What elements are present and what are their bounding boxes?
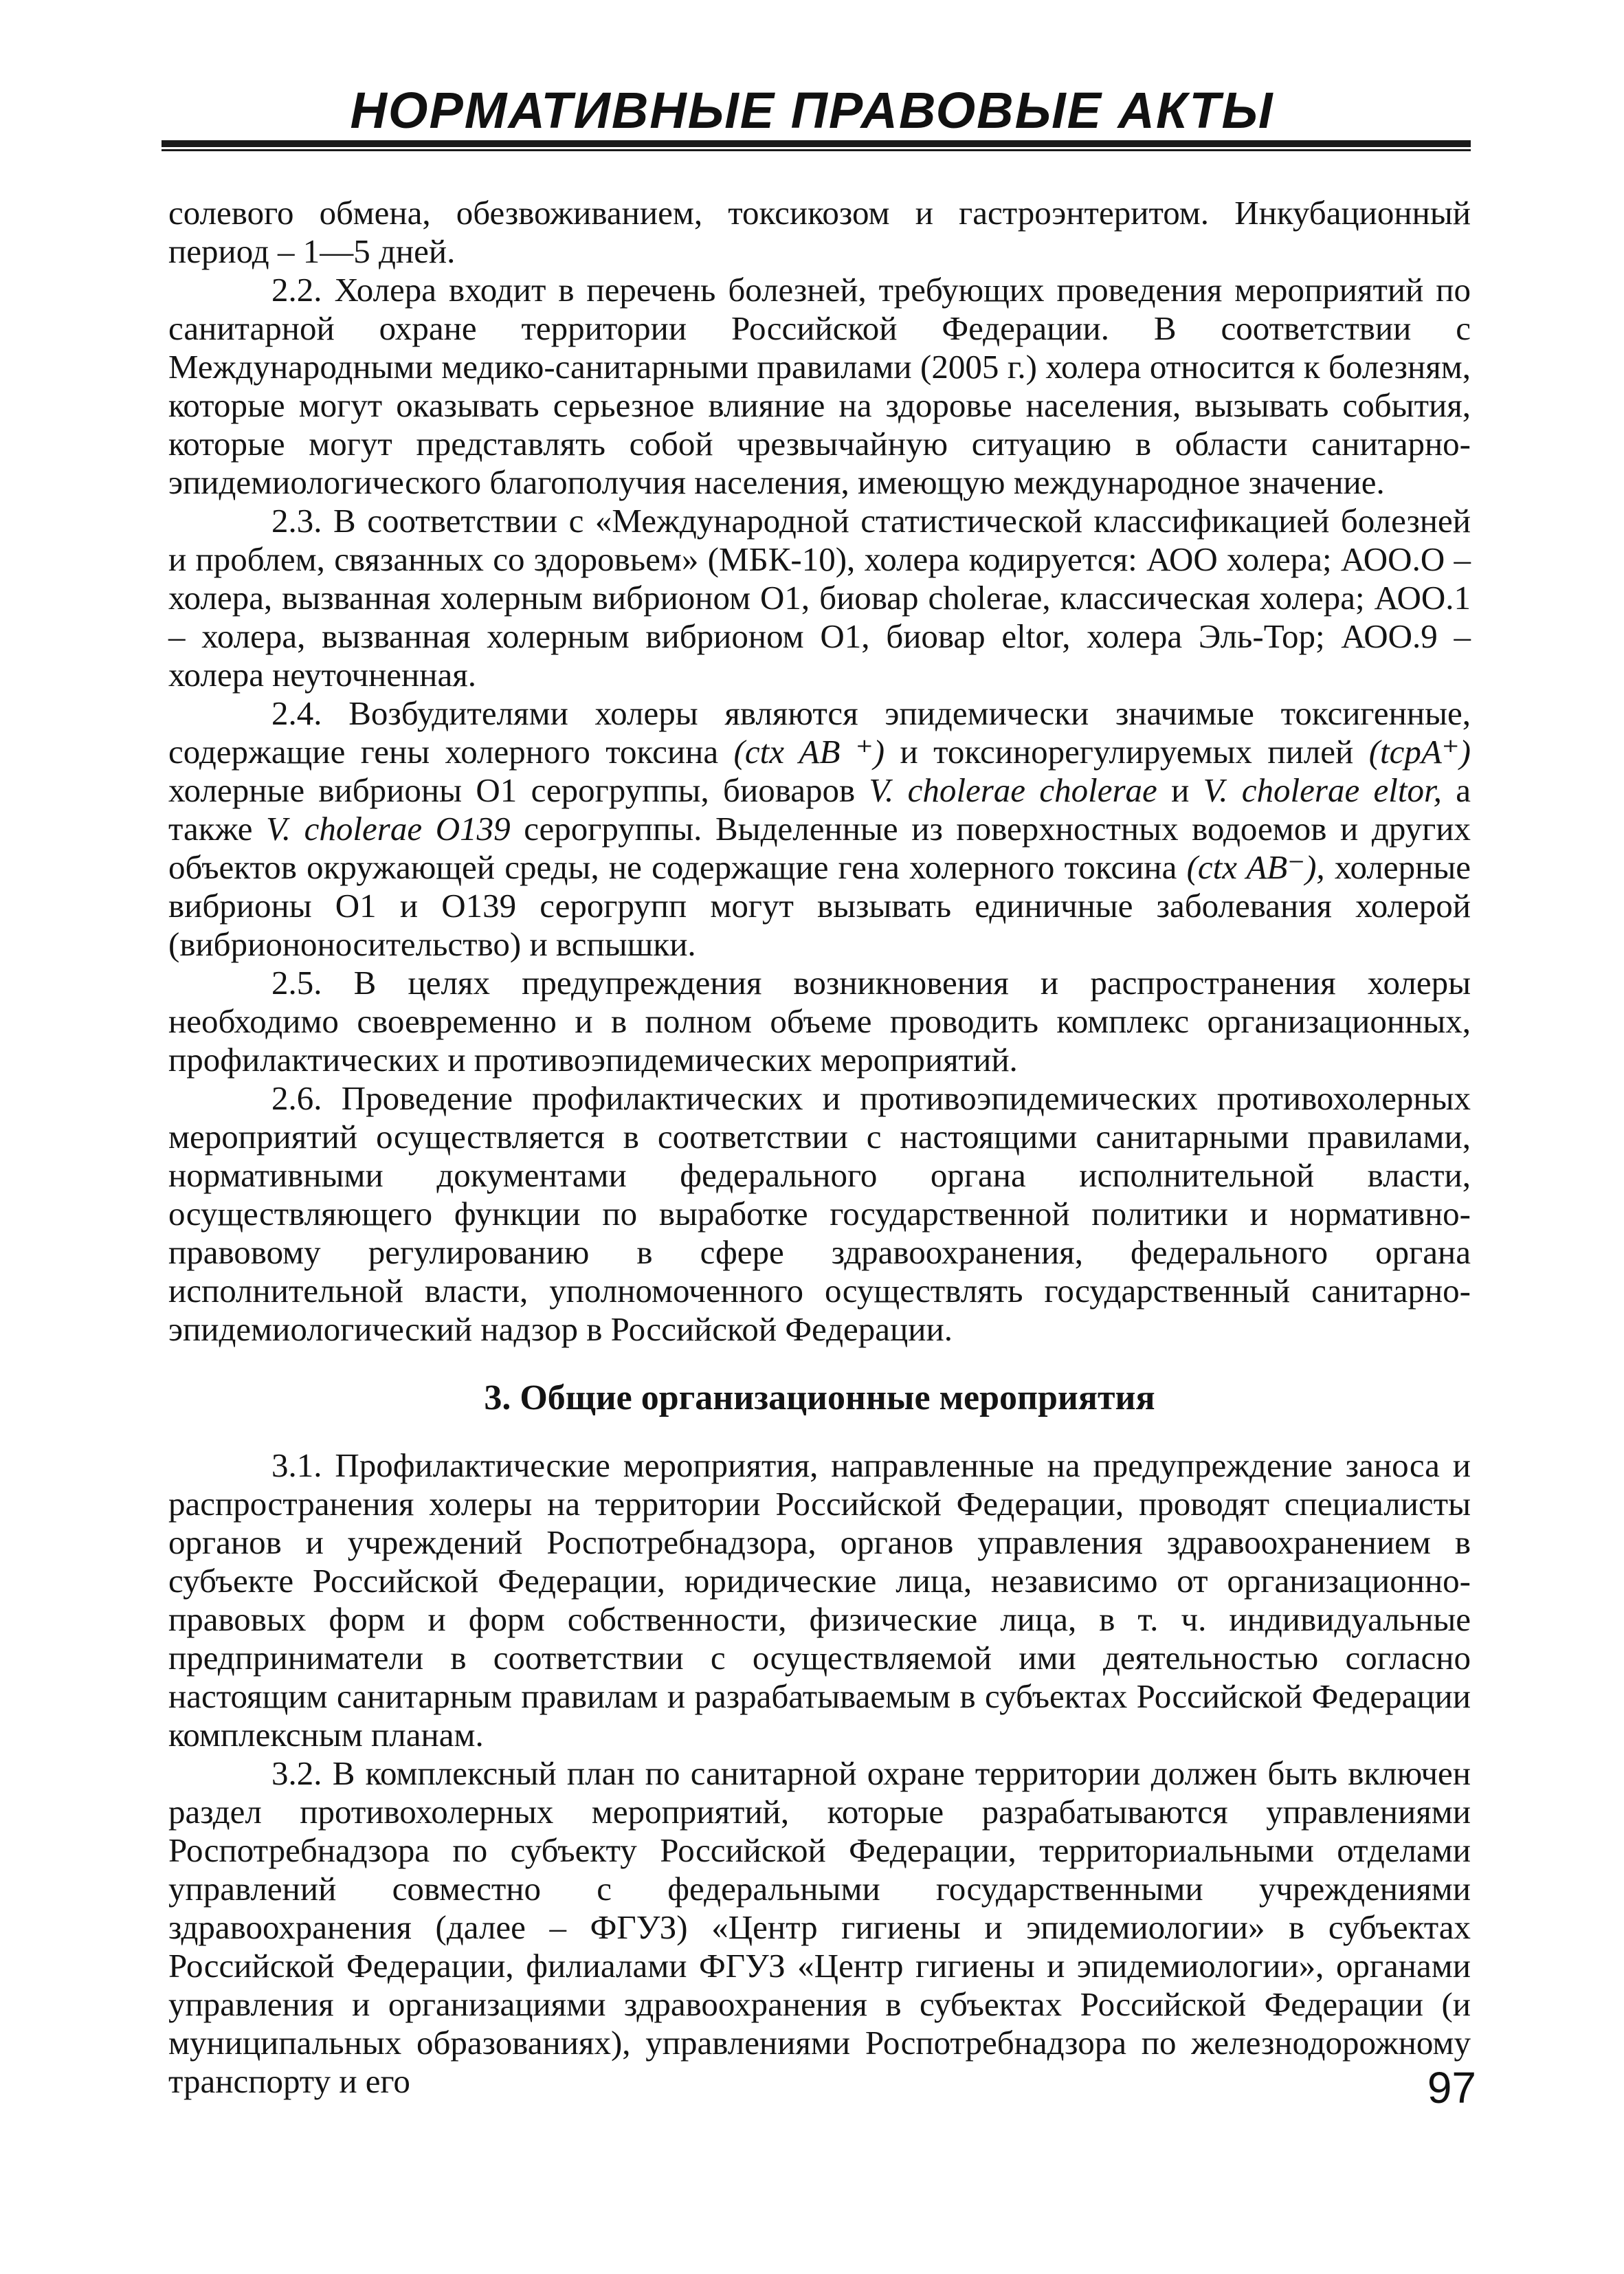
paragraph-3-2: 3.2. В комплексный план по санитарной охране территории должен быть включен раздел противохолерных мероприятий, которые разрабатываются управлениями Роспотребнадзора по субъекту Российской Федерации, территориальными отделами управлений совместно с федеральными государственными учреждениями здравоохранения (далее – ФГУЗ) «Центр гигиены и эпидемиологии» в субъектах Российской Федерации, филиалами ФГУЗ «Центр гигиены и эпидемиологии», органами управления и организациями здравоохранения в субъектах Российской Федерации (и муниципальных образованиях), управлениями Роспотребнадзора по железнодорожному транспорту и его <box>168 1754 1471 2100</box>
ctx-ab-positive: (ctx AB ⁺) <box>733 733 885 771</box>
p24-part7: холерные вибрионы О1 и О139 серогрупп могут вызывать единичные заболевания холерой (вибриононосительство) и вспышки. <box>168 848 1471 963</box>
paragraph-3-1: 3.1. Профилактические мероприятия, направленные на предупреждение заноса и распространения холеры на территории Российской Федерации, проводят специалисты органов и учреждений Роспотребнадзора, органов управления здравоохранением в субъекте Российской Федерации, юридические лица, независимо от организационно-правовых форм и форм собственности, физические лица, в т. ч. индивидуальные предприниматели в соответствии с осуществляемой ими деятельностью согласно настоящим санитарным правилам и разрабатываемым в субъектах Российской Федерации комплексным планам. <box>168 1446 1471 1754</box>
v-cholerae-eltor: V. cholerae eltor, <box>1203 771 1442 809</box>
p24-part1: 2.4. Возбудителями холеры являются эпидемически значимые токсигенные, содержащие гены холерного токсина <box>168 694 1471 771</box>
p24-part5: а также <box>168 771 1471 848</box>
section-3-heading: 3. Общие организационные мероприятия <box>484 1378 1155 1417</box>
v-cholerae-o139: V. cholerae O139 <box>266 810 511 848</box>
p24-part3: холерные вибрионы О1 серогруппы, биоваров <box>168 771 869 809</box>
paragraph-2-4 <box>168 694 1471 964</box>
p24-part6: серогруппы. Выделенные из поверхностных водоемов и других объектов окружающей среды, не содержащие гена холерного токсина <box>168 810 1471 886</box>
p24-part2: и токсинорегулируемых пилей <box>885 733 1369 771</box>
page-number: 97 <box>1427 2063 1476 2112</box>
tcpa-positive: (tcpA⁺) <box>1368 733 1471 771</box>
ctx-ab-negative: (ctx AB⁻), <box>1186 848 1325 886</box>
paragraph-2-6: 2.6. Проведение профилактических и противоэпидемических противохолерных мероприятий осуществляется в соответствии с настоящими санитарными правилами, нормативными документами федерального органа исполнительной власти, осуществляющего функции по выработке государственной политики и нормативно-правовому регулированию в сфере здравоохранения, федерального органа исполнительной власти, уполномоченного осуществлять государственный санитарно-эпидемиологический надзор в Российской Федерации. <box>168 1079 1471 1348</box>
header-rule-thin <box>162 149 1471 151</box>
running-header-title: НОРМАТИВНЫЕ ПРАВОВЫЕ АКТЫ <box>350 82 1274 139</box>
v-cholerae-cholerae: V. cholerae cholerae <box>869 771 1157 809</box>
paragraph-continuation: солевого обмена, обезвоживанием, токсикозом и гастроэнтеритом. Инкубационный период – 1—5 дней. <box>168 194 1471 270</box>
paragraph-2-3: 2.3. В соответствии с «Международной статистической классификацией болезней и проблем, связанных со здоровьем» (МБК-10), холера кодируется: АОО холера; АОО.О – холера, вызванная холерным вибрионом О1, биовар cholerae, классическая холера; АОО.1 – холера, вызванная холерным вибрионом О1, биовар eltor, холера Эль-Тор; АОО.9 – холера неуточненная. <box>168 502 1471 694</box>
p24-part4: и <box>1157 771 1203 809</box>
paragraph-2-2: 2.2. Холера входит в перечень болезней, требующих проведения мероприятий по санитарной охране территории Российской Федерации. В соответствии с Международными медико-санитарными правилами (2005 г.) холера относится к болезням, которые могут оказывать серьезное влияние на здоровье населения, вызывать события, которые могут представлять собой чрезвычайную ситуацию в области санитарно-эпидемиологического благополучия населения, имеющую международное значение. <box>168 271 1471 501</box>
body-text <box>168 194 1471 2101</box>
header-rule-thick <box>162 140 1471 147</box>
paragraph-2-5: 2.5. В целях предупреждения возникновения и распространения холеры необходимо своевременно и в полном объеме проводить комплекс организационных, профилактических и противоэпидемических мероприятий. <box>168 964 1471 1079</box>
